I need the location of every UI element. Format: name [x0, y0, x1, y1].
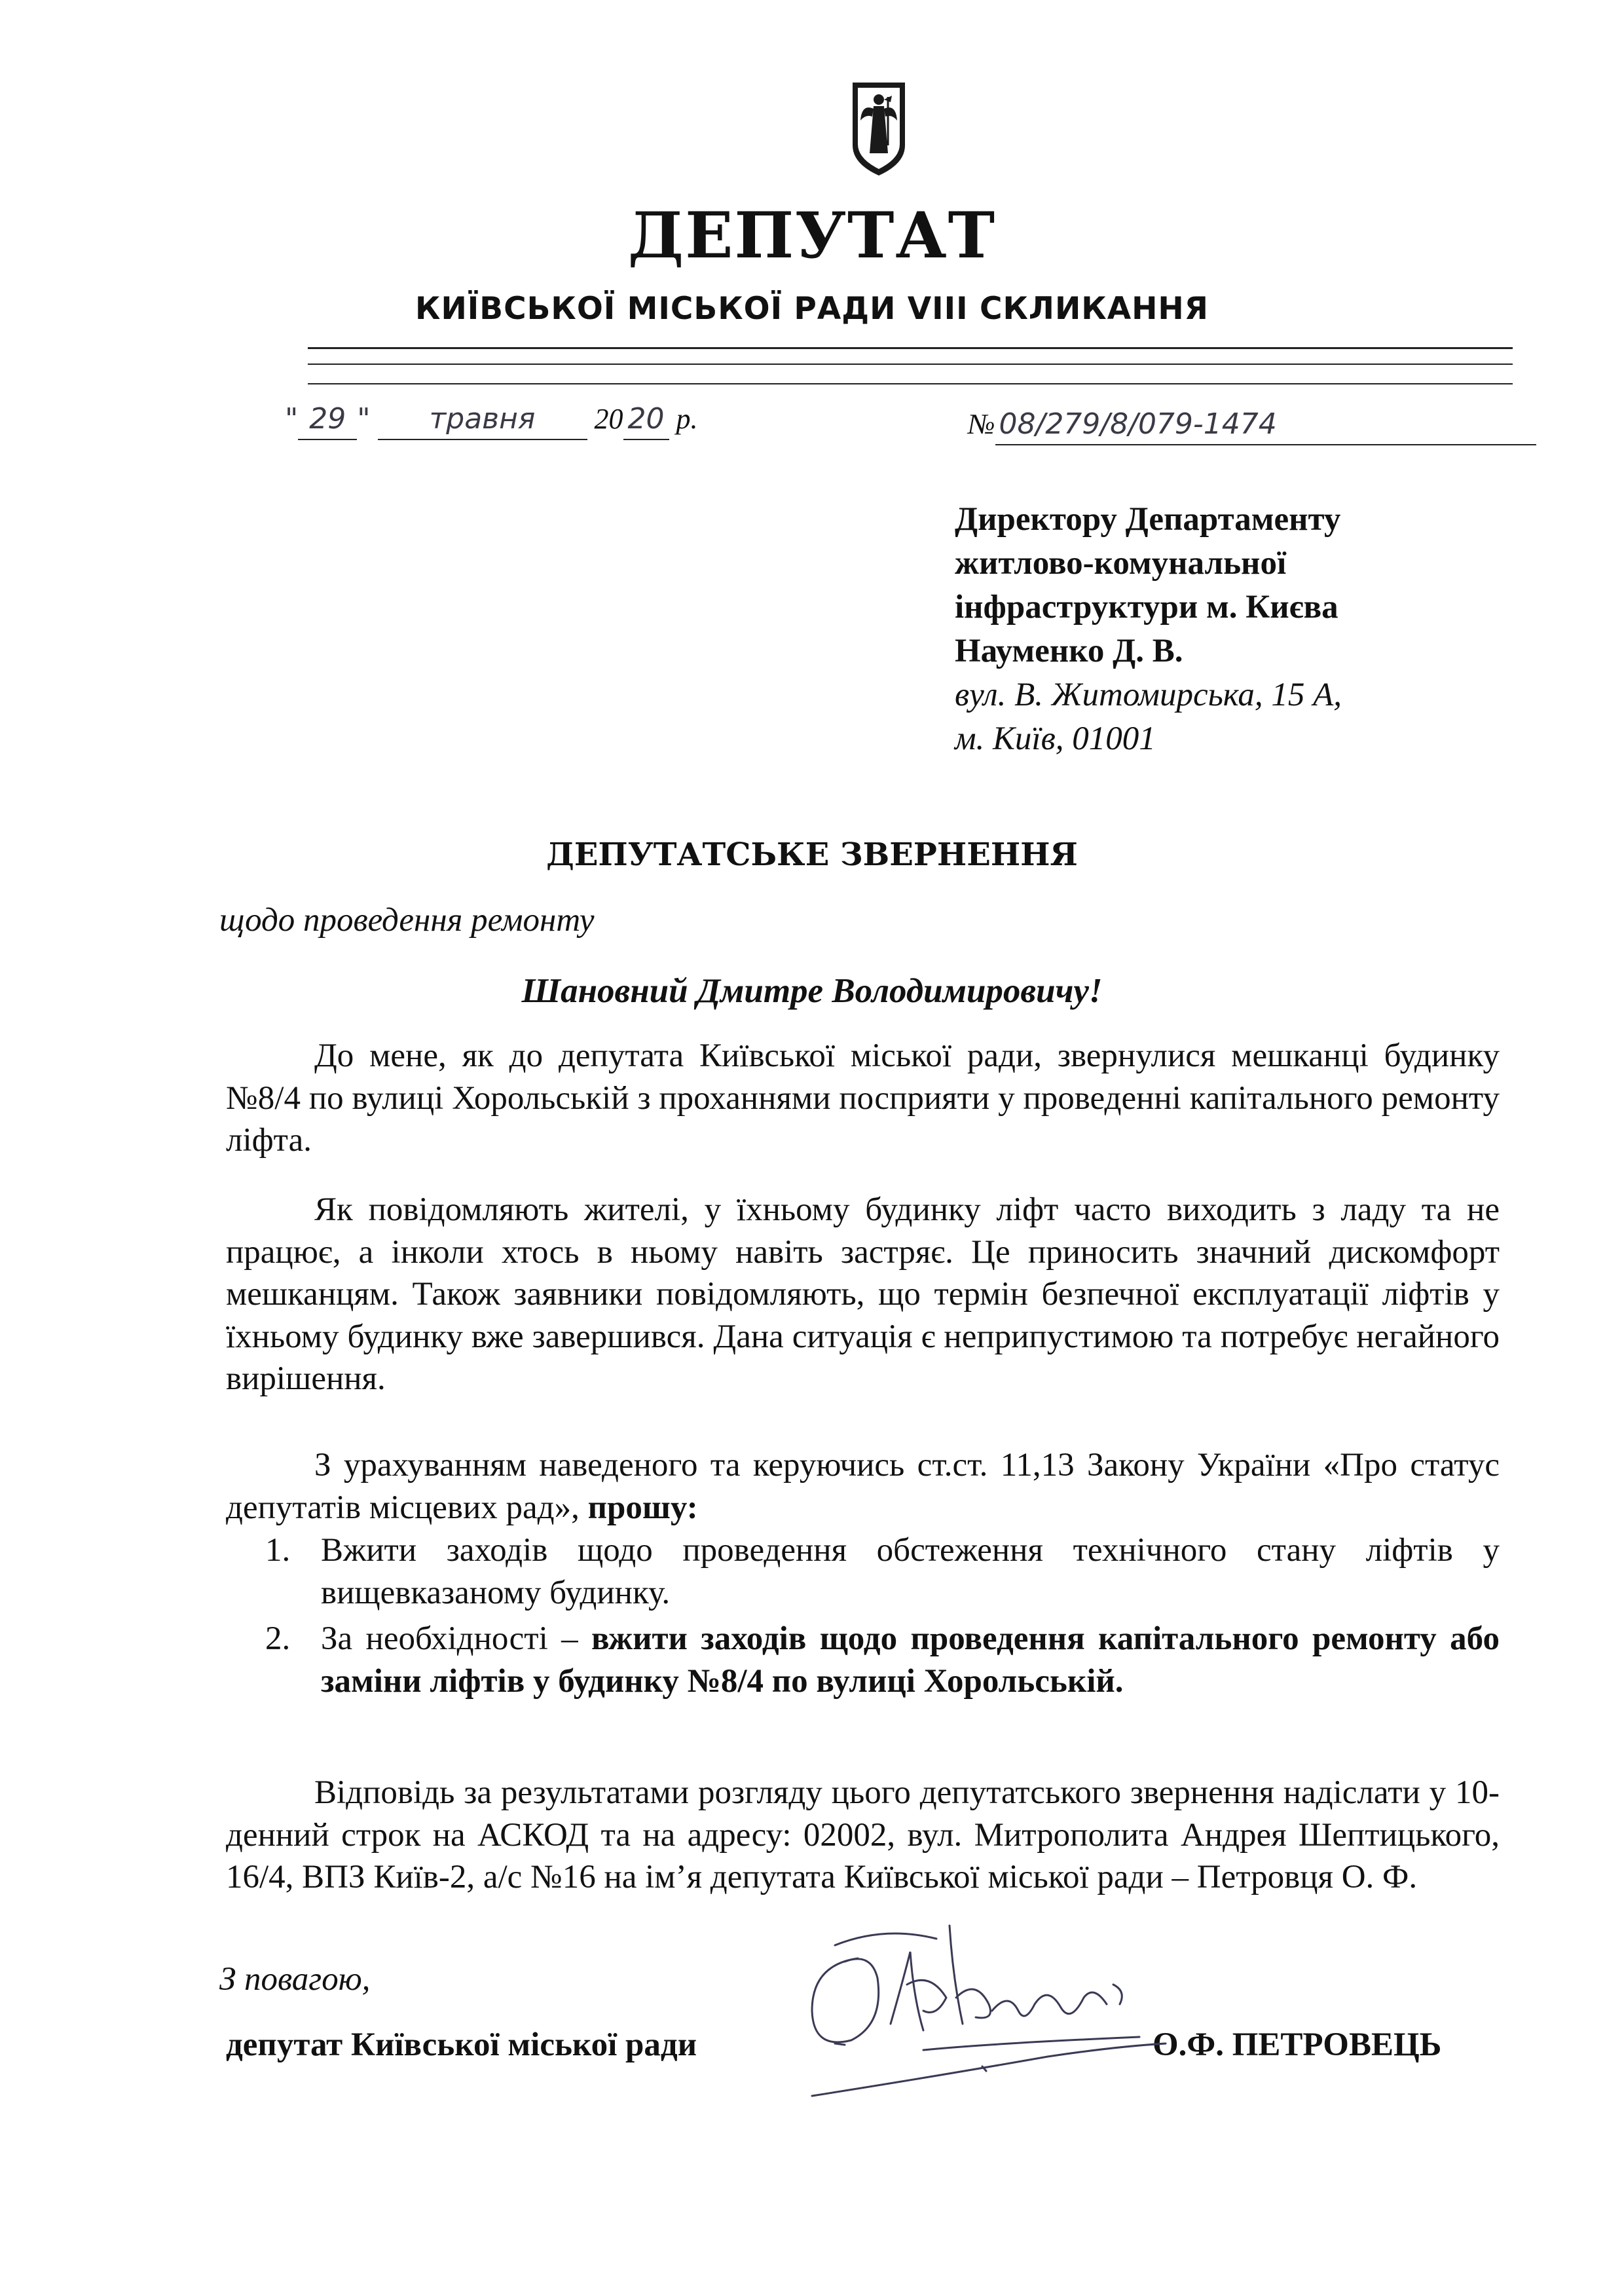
- header-divider: [308, 364, 1513, 365]
- addressee-name: Науменко Д. В.: [955, 633, 1183, 669]
- appeal-subject: щодо проведення ремонту: [219, 902, 595, 939]
- document-number: № 08/279/8/079-1474: [968, 405, 1536, 445]
- addressee-city: м. Київ, 01001: [955, 720, 1156, 757]
- date-day: 29: [298, 400, 357, 440]
- kyiv-coat-of-arms-icon: [850, 80, 908, 178]
- handwritten-signature: [773, 1899, 1205, 2116]
- addressee-line: інфраструктури м. Києва: [955, 589, 1338, 625]
- closing-regards: З повагою,: [219, 1961, 371, 1998]
- date-year: 20: [623, 400, 669, 440]
- request-list: [226, 1618, 1500, 1702]
- document-number-value: 08/279/8/079-1474: [995, 405, 1536, 445]
- signer-name: О.Ф. ПЕТРОВЕЦЬ: [1153, 2026, 1442, 2063]
- document-date: " 29 " травня 20 20 р.: [285, 400, 698, 440]
- request-list: [226, 1529, 1500, 1614]
- addressee-line: житлово-комунальної: [955, 545, 1287, 582]
- document-header-subtitle: КИЇВСЬКОЇ МІСЬКОЇ РАДИ VIII СКЛИКАННЯ: [415, 291, 1209, 327]
- header-divider: [308, 383, 1513, 384]
- paragraph: Як повідомляють жителі, у їхньому будинку ліфт часто виходить з ладу та не працює, а інколи хтось в ньому навіть застряє. Це приносить значний дискомфорт мешканцям. Також заявники повідомляють, що термін безпечної експлуатації ліфтів у їхньому будинку вже завершився. Дана ситуація є неприпустимою та потребує негайного вирішення.: [226, 1191, 1500, 1397]
- addressee-block: [955, 498, 1342, 761]
- paragraph: З урахуванням наведеного та керуючись ст.ст. 11,13 Закону України «Про статус депутатів місцевих рад», прошу:: [226, 1447, 1500, 1526]
- salutation: Шановний Дмитре Володимировичу!: [521, 972, 1103, 1010]
- date-month: травня: [378, 400, 587, 440]
- document-header-title: ДЕПУТАТ: [627, 198, 997, 272]
- signer-role: депутат Київської міської ради: [226, 2026, 697, 2063]
- paragraph: До мене, як до депутата Київської міської ради, звернулися мешканці будинку №8/4 по вулиці Хорольській з проханнями посприяти у проведенні капітального ремонту ліфта.: [226, 1037, 1500, 1159]
- list-item: 1. Вжити заходів щодо проведення обстеження технічного стану ліфтів у вищевказаному будинку.: [265, 1532, 1500, 1611]
- addressee-address: вул. В. Житомирська, 15 А,: [955, 677, 1342, 713]
- appeal-title: ДЕПУТАТСЬКЕ ЗВЕРНЕННЯ: [546, 836, 1078, 873]
- list-item: 2. За необхідності – вжити заходів щодо проведення капітального ремонту або заміни ліфтів у будинку №8/4 по вулиці Хорольській.: [265, 1620, 1500, 1700]
- addressee-line: Директору Департаменту: [955, 501, 1341, 538]
- header-divider: [308, 347, 1513, 349]
- paragraph: Відповідь за результатами розгляду цього депутатського звернення надіслати у 10-денний строк на АСКОД та на адресу: 02002, вул. Митрополита Андрея Шептицького, 16/4, ВПЗ Київ-2, а/с №16 на ім’я депутата Київської міської ради – Петровця О. Ф.: [226, 1774, 1500, 1895]
